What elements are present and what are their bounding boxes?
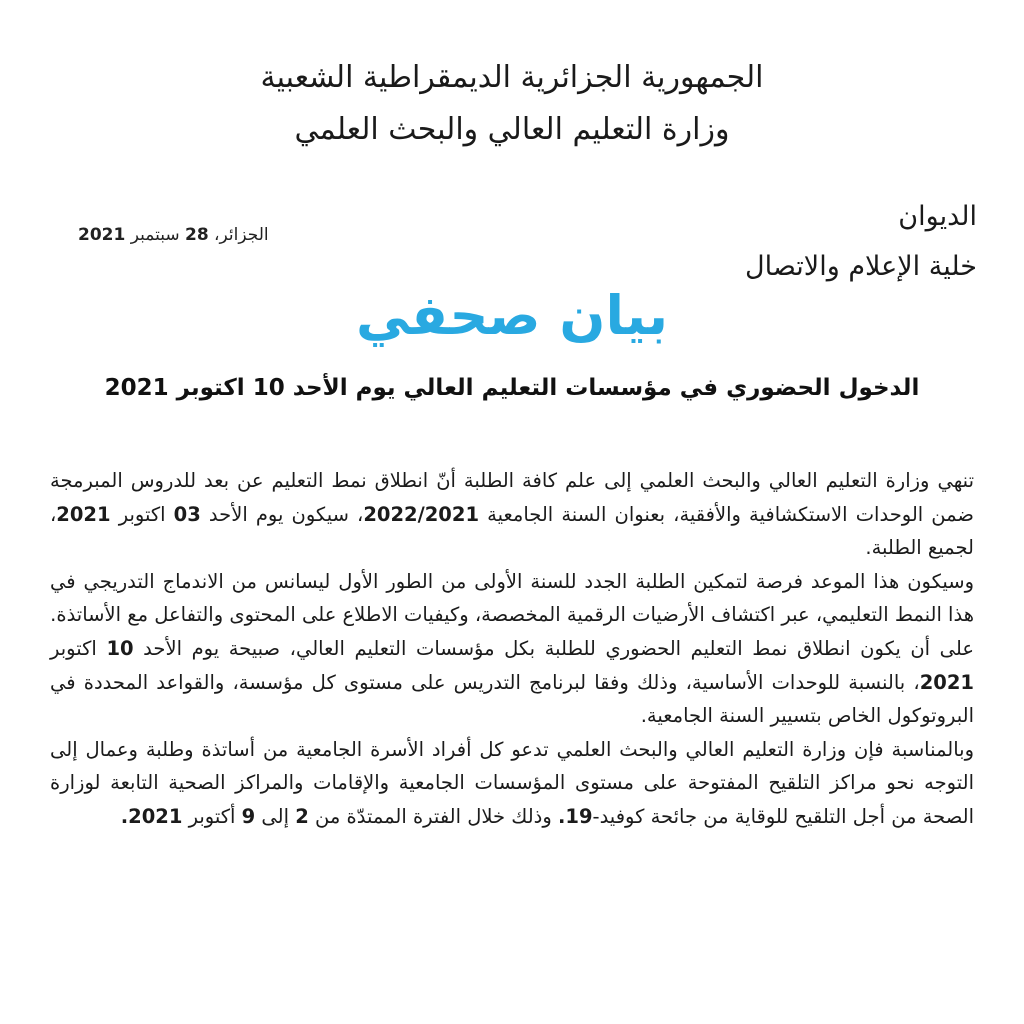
p3-text-1: على أن يكون انطلاق نمط التعليم الحضوري للطلبة بكل مؤسسات التعليم العالي، صبيحة يوم الأحد [133, 636, 975, 660]
document-subtitle: الدخول الحضوري في مؤسسات التعليم العالي يوم الأحد 10 اكتوبر 2021 [104, 375, 920, 401]
p1-text-3: اكتوبر [110, 502, 174, 526]
paragraph-1 [50, 464, 974, 565]
p1-day: 03 [173, 502, 201, 526]
office-name: الديوان [898, 201, 977, 232]
p4-text-2: وذلك خلال الفترة الممتدّة من [308, 804, 558, 828]
paragraph-3 [50, 632, 974, 733]
paragraph-2: وسيكون هذا الموعد فرصة لتمكين الطلبة الجدد للسنة الأولى من الطور الأول ليسانس من الاندماج التدريجي في هذا النمط التعليمي، عبر اكتشاف الأرضيات الرقمية المخصصة، وكيفيات الاطلاع على المحتوى والتفاعل مع الأساتذة. [50, 569, 974, 627]
p4-year: 2021. [120, 804, 183, 828]
p1-year: 2021 [56, 502, 111, 526]
republic-name: الجمهورية الجزائرية الديمقراطية الشعبية [260, 60, 764, 95]
p1-text-4: ، لجميع الطلبة. [50, 502, 974, 560]
p3-day: 10 [106, 636, 134, 660]
p4-end-day: 9 [241, 804, 256, 828]
p1-text-1: تنهي وزارة التعليم العالي والبحث العلمي إلى علم كافة الطلبة أنّ انطلاق نمط التعليم عن بعد للدروس المبرمجة ضمن الوحدات الاستكشافية والأفقية، بعنوان السنة الجامعية [50, 469, 974, 526]
p4-text-4: أكتوبر [182, 804, 242, 828]
date-place: الجزائر، [208, 225, 269, 245]
release-date [78, 225, 318, 245]
letterhead [150, 52, 874, 156]
ministry-name: وزارة التعليم العالي والبحث العلمي [294, 112, 730, 147]
issuing-office [657, 192, 977, 292]
p3-year: 2021 [919, 670, 974, 694]
p3-text-3: ، بالنسبة للوحدات الأساسية، وذلك وفقا لبرنامج التدريس على مستوى كل مؤسسة، والقواعد المحددة في البروتوكول الخاص بتسيير السنة الجامعية. [50, 670, 974, 728]
document-title: بيان صحفي [355, 284, 669, 347]
release-body [50, 464, 974, 834]
p1-text-2: ، سيكون يوم الأحد [200, 502, 364, 526]
date-month: سبتمبر [125, 225, 185, 245]
p3-text-2: اكتوبر [50, 636, 107, 660]
date-year: 2021 [78, 225, 126, 245]
p1-academic-year: 2022/2021 [363, 502, 480, 526]
p4-covid-number: 19. [557, 804, 593, 828]
p4-text-3: إلى [255, 804, 296, 828]
office-unit: خلية الإعلام والاتصال [745, 251, 977, 282]
date-day: 28 [184, 225, 209, 245]
paragraph-4 [50, 733, 974, 834]
p4-text-1: وبالمناسبة فإن وزارة التعليم العالي والبحث العلمي تدعو كل أفراد الأسرة الجامعية من أساتذة وطلبة وعمال إلى التوجه نحو مراكز التلقيح المفتوحة على مستوى المؤسسات الجامعية والإقامات والمراكز الصحية التابعة لوزارة الصحة من أجل التلقيح للوقاية من جائحة كوفيد- [50, 737, 974, 828]
p4-start-day: 2 [295, 804, 309, 828]
